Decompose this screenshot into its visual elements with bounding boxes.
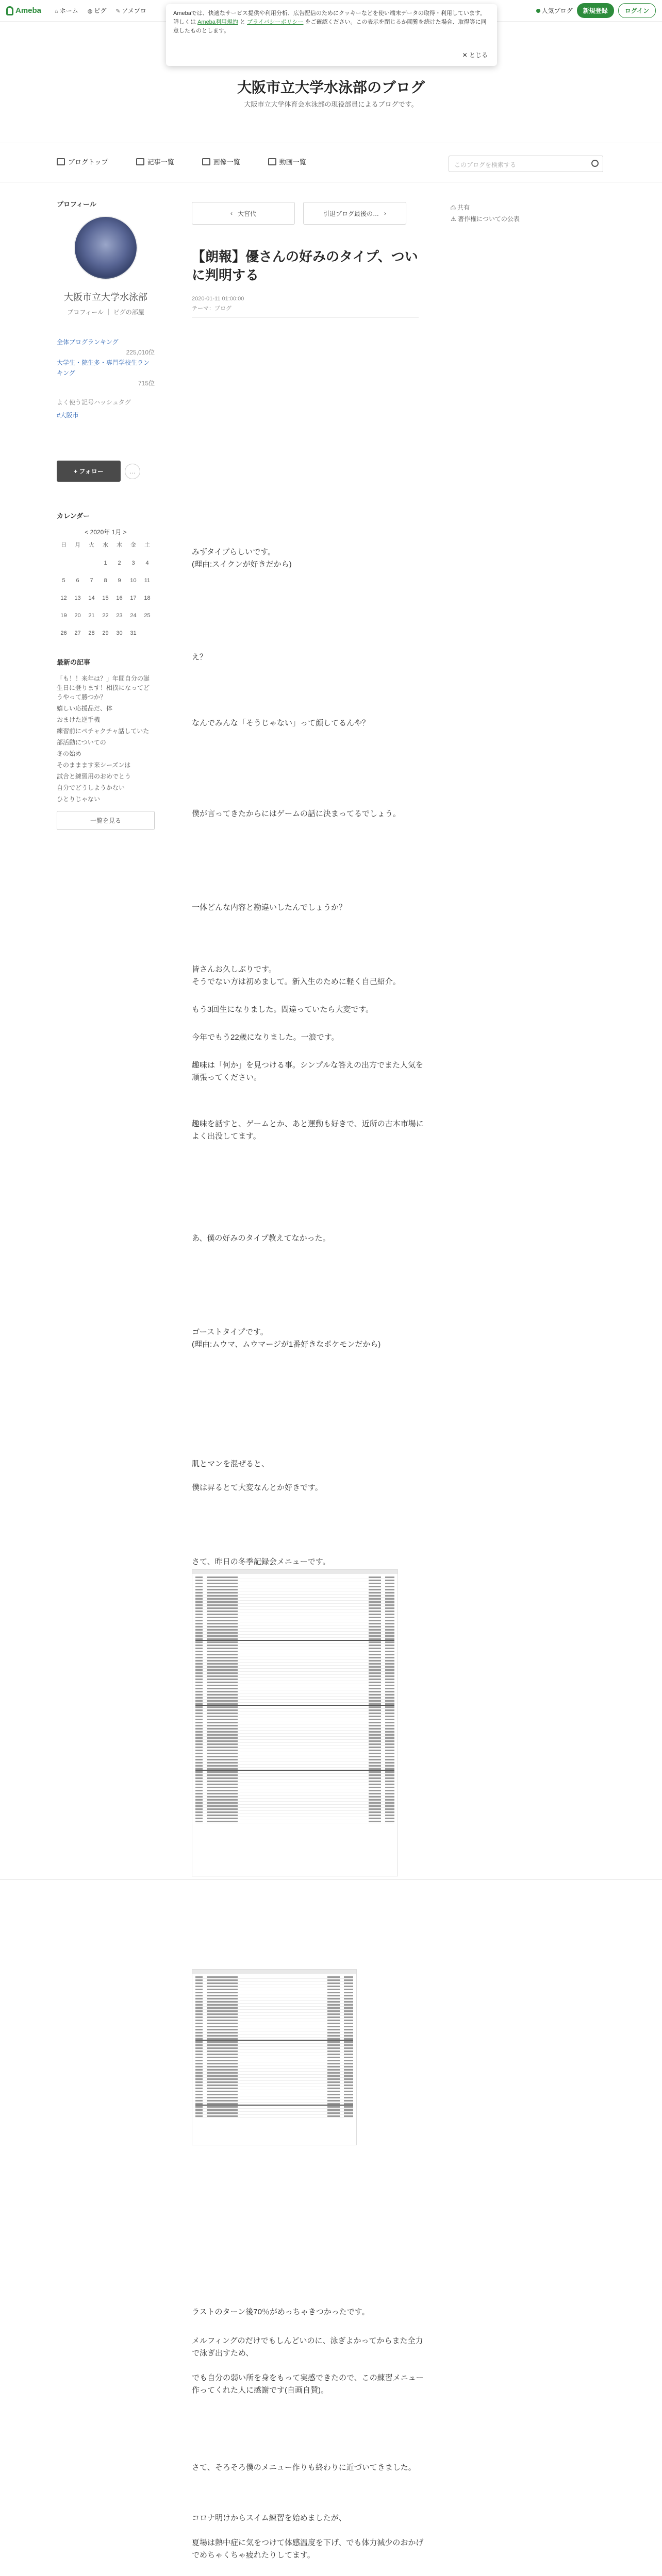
calendar-day: 30 [116,630,123,636]
list-icon [136,158,144,165]
brand-name: Ameba [15,6,42,15]
article-paragraph: 一体どんな内容と勘違いしたんでしょうか？ [192,903,347,912]
calendar-day: 17 [130,595,137,601]
nav-blog-top[interactable]: ブログトップ [57,157,108,166]
calendar-day: 27 [74,630,81,636]
recent-article-link[interactable]: 自分でどうしようかない [57,784,125,791]
cookie-and: と [239,19,245,25]
recent-article-link[interactable]: ひとりじゃない [57,795,101,803]
calendar-day: 29 [102,630,109,636]
recent-article-link[interactable]: 練習前にペチャクチャ話していた [57,727,150,735]
recent-article-link[interactable]: おまけた逆手機 [57,716,101,723]
profile-links[interactable]: プロフィール ｜ ピグの部屋 [67,309,144,316]
recent-heading: 最新の記事 [57,658,91,666]
article-theme[interactable]: テーマ：ブログ [192,306,231,312]
article-paragraph: 今年でもう22歳になりました。一浪です。 [192,1033,339,1042]
calendar-day: 20 [74,613,81,619]
cookie-text-2: をご確認ください。この表示を閉じるか閲覧を続けた場合、取得等に同意したものとします。 [173,19,487,34]
calendar-day: 10 [130,578,137,584]
article-paragraph: ラストのターン後70％がめっちゃきつかったです。 [192,2308,370,2316]
article-date: 2020-01-11 01:00:00 [192,296,244,302]
genre-ranking-value: 715位 [138,380,155,387]
calendar-weekday: 木 [117,542,122,548]
calendar-day: 5 [62,578,65,584]
calendar-day: 11 [144,578,151,584]
article-header [192,202,419,318]
article-paragraph: 僕は昇るとて大変なんとか好きです。 [192,1483,323,1492]
recent-articles [57,657,155,830]
article-paragraph: さて、そろそろ僕のメニュー作りも終わりに近づいてきました。 [192,2463,416,2472]
article-paragraph: 肌とマンを混ぜると、 [192,1460,270,1468]
calendar-day: 26 [60,630,67,636]
calendar-day: 1 [104,560,107,566]
pigg-icon: ◍ [87,8,93,14]
privacy-link[interactable]: プライバシーポリシー [247,19,304,25]
recent-article-link[interactable]: 部活動についての [57,739,106,746]
terms-link[interactable]: Ameba利用規約 [197,19,238,25]
article-title[interactable]: 【朗報】優さんの好みのタイプ、ついに判明する [192,249,418,283]
calendar-day: 15 [102,595,109,601]
video-icon [268,158,276,165]
article-paragraph: 趣味は「何か」を見つける事。シンプルな答えの出方でまた人気を頑張ってください。 [192,1061,424,1082]
calendar-day: 2 [118,560,121,566]
follow-button[interactable]: + フォロー [57,461,121,482]
article-paragraph: もう3回生になりました。間違っていたら大変です。 [192,1005,374,1014]
chevron-right-icon: › [384,210,386,217]
global-nav-home[interactable]: ⌂ ホーム [55,7,78,14]
calendar-day: 6 [76,578,79,584]
calendar-day: 14 [88,595,95,601]
calendar-day: 4 [145,560,149,566]
share-link[interactable]: ⎙ 共有 [451,204,470,211]
cookie-text-1: Amebaでは、快適なサービス提供や利用分析、広告配信のためにクッキーなどを使い端末データの取得・利用しています。詳しくは [173,10,486,25]
table-header [192,1970,356,1974]
calendar-day [57,560,71,566]
prev-article-button[interactable]: ‹ 大宮代 [192,202,295,225]
recent-article-link[interactable]: そのままます来シーズンは [57,761,131,769]
calendar-day: 3 [131,560,135,566]
hashtag-link[interactable]: #大阪市 [57,412,79,419]
calendar-day: 21 [88,613,95,619]
blog-nav [0,143,662,182]
table-row [195,2115,353,2118]
recent-article-link[interactable]: 試合と練習用のおめでとう [57,773,131,780]
article-paragraph: あ、僕の好みのタイプ教えてなかった。 [192,1234,330,1243]
register-button[interactable]: 新規登録 [577,3,614,18]
calendar-day: 12 [60,595,67,601]
calendar-day: 28 [88,630,95,636]
divider [192,317,419,318]
recent-article-link[interactable]: 「も！！来年は？」年間自分の誕生日に登ります！相撲になってどうやって勝つか？ [57,675,150,701]
calendar-weekday: 火 [89,542,94,548]
hashtag-heading: よく使う記号ハッシュタグ [57,399,131,406]
calendar-day [71,560,85,566]
article-paragraph: 趣味を話すと、ゲームとか、あと運動も好きで、近所の古本市場によく出没してます。 [192,1120,424,1141]
article-paragraph: ゴーストタイプです。 (理由:ムウマ、ムウマージが1番好きなポケモンだから) [192,1328,381,1349]
recent-more-button[interactable]: 一覧を見る [57,811,155,830]
cookie-notice [166,4,497,66]
calendar-weekday: 水 [103,542,108,548]
camera-icon [202,158,210,165]
article-paragraph: でも自分の弱い所を身をもって実感できたので、この練習メニュー作ってくれた人に感謝です(自画自賛)。 [192,2374,424,2395]
nav-article-list[interactable]: 記事一覧 [136,157,174,166]
calendar-day: 19 [60,613,67,619]
ranking-label[interactable]: 全体ブログランキング [57,338,119,346]
calendar-day: 9 [118,578,121,584]
calendar-day: 8 [104,578,107,584]
article-paragraph: さて、昨日の冬季記録会メニューです。 [192,1557,330,1566]
calendar-weekday: 土 [144,542,150,548]
calendar-day: 7 [90,578,93,584]
calendar-day [140,630,154,636]
right-column [451,202,520,225]
ameba-logo[interactable] [6,6,41,15]
menu-table-image[interactable] [192,1569,398,1876]
nav-video-list[interactable]: 動画一覧 [268,157,306,166]
calendar-weekday: 金 [130,542,136,548]
article-paragraph: え？ [192,653,208,662]
calendar-heading: カレンダー [57,512,90,520]
calendar-day: 23 [116,613,123,619]
calendar-day: 18 [144,595,151,601]
calendar-day: 25 [144,613,151,619]
global-nav-blog[interactable]: ✎ アメブロ [115,7,146,14]
menu-table-image[interactable] [192,1969,357,2145]
article-paragraph: コロナ明けからスイム練習を始めましたが、 [192,2514,346,2522]
article-paragraph: 僕が言ってきたからにはゲームの話に決まってるでしょう。 [192,809,401,818]
calendar-month[interactable]: < 2020年 1月 > [85,529,127,536]
calendar-day: 13 [74,595,81,601]
profile-heading: プロフィール [57,200,96,208]
calendar-grid [57,540,155,636]
blog-description: 大阪市立大学体育会水泳部の現役部員によるブログです。 [244,100,418,108]
copyright-link[interactable]: ⚠ 著作権についての公表 [451,215,520,223]
blog-title[interactable]: 大阪市立大学水泳部のブログ [237,79,425,95]
table-row [195,1820,394,1823]
cookie-close-button[interactable]: ✕ とじる [462,52,488,59]
search-icon[interactable] [591,160,599,167]
sidebar [57,199,155,830]
ranking-value: 225,010位 [126,349,155,356]
ameba-logo-icon [6,6,13,15]
popular-icon [536,9,540,13]
blog-icon: ✎ [115,8,121,14]
calendar [57,511,155,636]
nav-image-list[interactable]: 画像一覧 [202,157,240,166]
table-header [192,1570,398,1574]
blog-search-input[interactable]: このブログを検索する [449,156,603,172]
recent-article-link[interactable]: 嬉しい応援品だ、体 [57,705,113,712]
article-paragraph: みずタイプらしいです。 (理由:スイクンが好きだから) [192,548,292,569]
global-nav [55,6,146,15]
calendar-day: 24 [130,613,137,619]
calendar-day: 22 [102,613,109,619]
recent-article-link[interactable]: 冬の始め [57,750,82,757]
profile-name[interactable]: 大阪市立大学水泳部 [64,292,147,302]
article-paragraph: 夏場は熱中症に気をつけて体感温度を下げ、でも体力減少のおかげでめちゃくちゃ疲れたりしてます。 [192,2538,424,2560]
avatar[interactable] [74,216,138,280]
calendar-day: 31 [130,630,137,636]
calendar-day [85,560,98,566]
calendar-day: 16 [116,595,123,601]
home-icon [57,158,65,165]
chevron-left-icon: ‹ [230,210,233,217]
more-options-icon[interactable]: … [125,464,140,479]
genre-ranking-label[interactable]: 大学生・院生多・専門学校生ランキング [57,359,150,377]
article-paragraph: メルフィングのだけでもしんどいのに、泳ぎよかってからまた全力で泳ぎ出すため、 [192,2336,423,2358]
calendar-weekday: 月 [75,542,80,548]
calendar-weekday: 日 [61,542,67,548]
popular-blog-link[interactable]: 人気ブログ [536,6,573,15]
next-article-button[interactable]: 引退ブログ最後の… › [303,202,406,225]
login-button[interactable]: ログイン [618,3,656,18]
global-nav-pigg[interactable]: ◍ ピグ [87,7,107,14]
home-icon: ⌂ [55,8,58,14]
article-paragraph: なんでみんな「そうじゃない」って顔してるんや？ [192,719,370,727]
article-paragraph: 皆さんお久しぶりです。 そうでない方は初めまして。新入生のために軽く自己紹介。 [192,965,401,986]
